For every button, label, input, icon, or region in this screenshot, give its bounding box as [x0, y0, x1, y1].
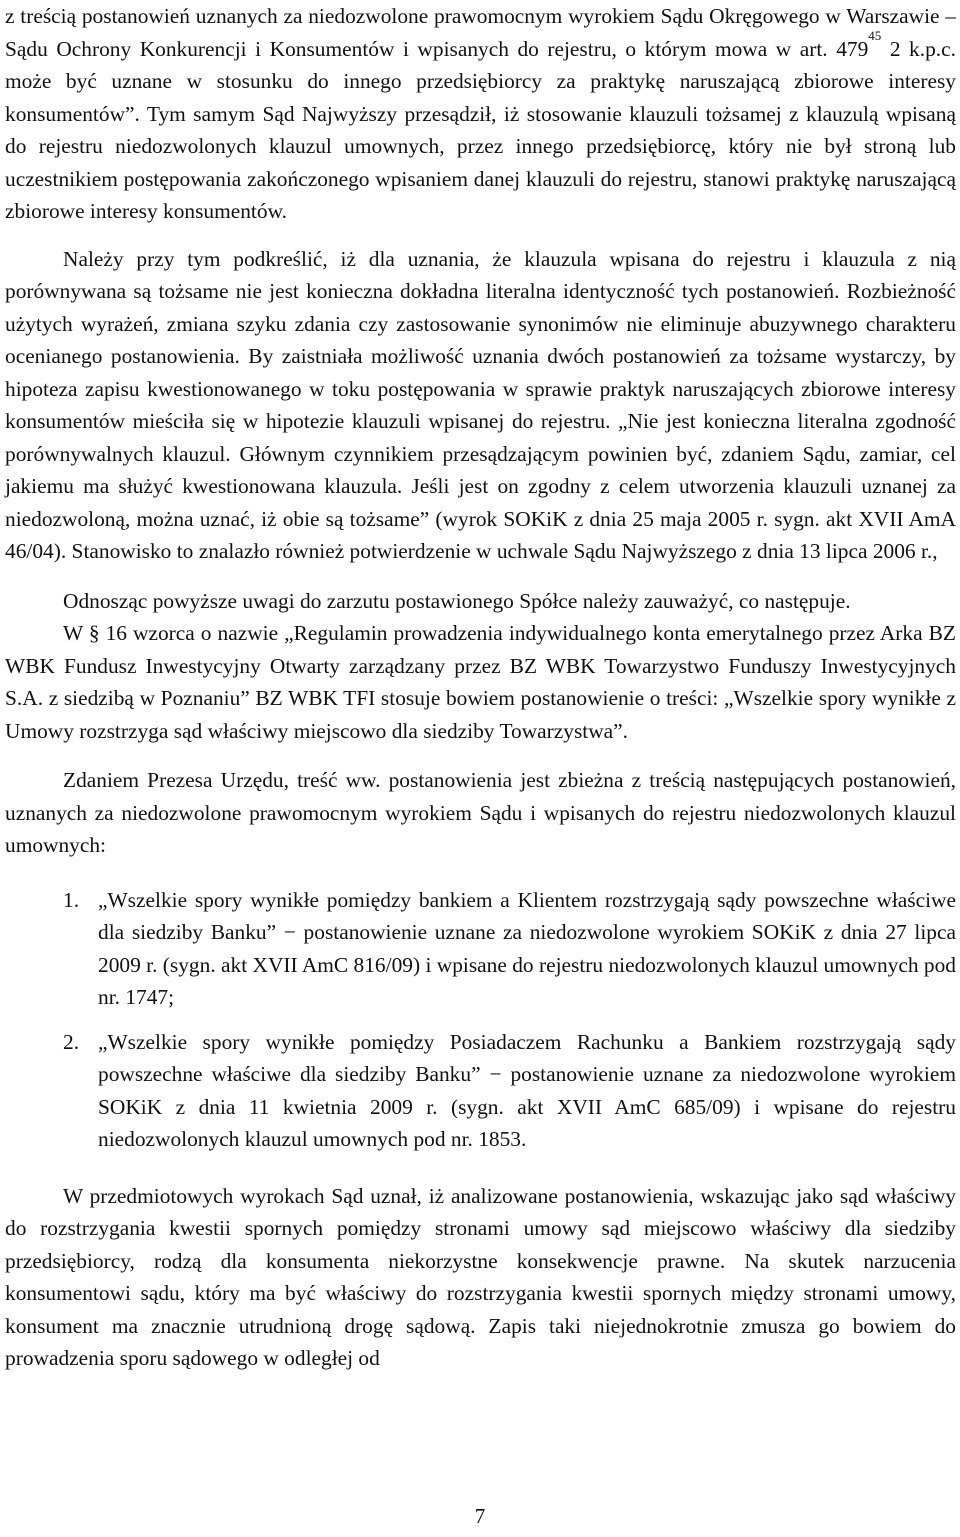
paragraph-5: W przedmiotowych wyrokach Sąd uznał, iż analizowane postanowienia, wskazując jako sąd właściwy do rozstrzygania kwestii spornych pomiędzy stronami umowy sąd miejscowo właściwy dla siedziby przedsiębiorcy, rodzą dla konsumenta niekorzystne konsekwencje prawne. Na skutek narzucenia konsumentowi sądu, który ma być właściwy do rozstrzygania kwestii spornych między stronami umowy, konsument ma znacznie utrudnioną drogę sądową. Zapis taki niejednokrotnie zmusza go bowiem do prowadzenia sporu sądowego w odległej od	[5, 1183, 956, 1370]
paragraph-1: Należy przy tym podkreślić, iż dla uznania, że klauzula wpisana do rejestru i klauzula z nią porównywana są tożsame nie jest konieczna dokładna literalna identyczność tych postanowień. Rozbieżność użytych wyrażeń, zmiana szyku zdania czy zastosowanie synonimów nie eliminuje abuzywnego charakteru ocenianego postanowienia. By zaistniała możliwość uznania dwóch postanowień za tożsame wystarczy, by hipoteza zapisu kwestionowanego w toku postępowania w sprawie praktyk naruszających zbiorowe interesy konsumentów mieściła się w hipotezie klauzuli wpisanej do rejestru. „Nie jest konieczna literalna zgodność porównywalnych klauzul. Głównym czynnikiem przesądzającym powinien być, zdaniem Sądu, zamiar, cel jakiemu ma służyć kwestionowana klauzula. Jeśli jest on zgodny z celem utworzenia klauzuli uznanej za niedozwoloną, można uznać, iż obie są tożsame” (wyrok SOKiK z dnia 25 maja 2005 r. sygn. akt XVII AmA 46/04). Stanowisko to znalazło również potwierdzenie w uchwale Sądu Najwyższego z dnia 13 lipca 2006 r.,	[5, 246, 956, 563]
paragraph-0	[5, 0, 956, 228]
list-item-number: 2.	[63, 1029, 80, 1054]
paragraph-4: Zdaniem Prezesa Urzędu, treść ww. postanowienia jest zbieżna z treścią następujących postanowień, uznanych za niedozwolone prawomocnym wyrokiem Sądu i wpisanych do rejestru niedozwolonych klauzul umownych:	[5, 768, 956, 857]
list-item	[5, 1026, 956, 1156]
paragraph-0-text-b: 2 k.p.c. może być uznane w stosunku do innego przedsiębiorcy za praktykę naruszającą zbiorowe interesy konsumentów”. Tym samym Sąd Najwyższy przesądził, iż stosowanie klauzuli tożsamej z klauzulą wpisaną do rejestru niedozwolonych klauzul umownych, przez innego przedsiębiorcę, który nie był stroną lub uczestnikiem postępowania zakończonego wpisaniem danej klauzuli do rejestru, stanowi praktykę naruszającą zbiorowe interesy konsumentów.	[5, 36, 956, 223]
list-item-number: 1.	[63, 887, 80, 912]
document-page	[5, 0, 956, 1375]
list-item-text: „Wszelkie spory wynikłe pomiędzy Posiadaczem Rachunku a Bankiem rozstrzygają sądy powszechne właściwe dla siedziby Banku” − postanowienie uznane za niedozwolone wyrokiem SOKiK z dnia 11 kwietnia 2009 r. (sygn. akt XVII AmC 685/09) i wpisane do rejestru niedozwolonych klauzul umownych pod nr. 1853.	[98, 1029, 956, 1151]
paragraph-0-text-a: z treścią postanowień uznanych za niedozwolone prawomocnym wyrokiem Sądu Okręgowego w Warszawie – Sądu Ochrony Konkurencji i Konsumentów i wpisanych do rejestru, o którym mowa w art. 479	[5, 4, 956, 61]
list-item	[5, 884, 956, 1014]
page-number: 7	[474, 1504, 486, 1528]
clause-list	[5, 884, 956, 1156]
list-item-text: „Wszelkie spory wynikłe pomiędzy bankiem a Klientem rozstrzygają sądy powszechne właściwe dla siedziby Banku” − postanowienie uznane za niedozwolone wyrokiem SOKiK z dnia 27 lipca 2009 r. (sygn. akt XVII AmC 816/09) i wpisane do rejestru niedozwolonych klauzul umownych pod nr. 1747;	[98, 887, 956, 1009]
paragraph-3: W § 16 wzorca o nazwie „Regulamin prowadzenia indywidualnego konta emerytalnego przez Arka BZ WBK Fundusz Inwestycyjny Otwarty zarządzany przez BZ WBK Towarzystwo Funduszy Inwestycyjnych S.A. z siedzibą w Poznaniu” BZ WBK TFI stosuje bowiem postanowienie o treści: „Wszelkie spory wynikłe z Umowy rozstrzyga sąd właściwy miejscowo dla siedziby Towarzystwa”.	[5, 621, 956, 743]
superscript-45: 45	[868, 27, 882, 43]
paragraph-2: Odnosząc powyższe uwagi do zarzutu postawionego Spółce należy zauważyć, co następuje.	[63, 588, 851, 613]
